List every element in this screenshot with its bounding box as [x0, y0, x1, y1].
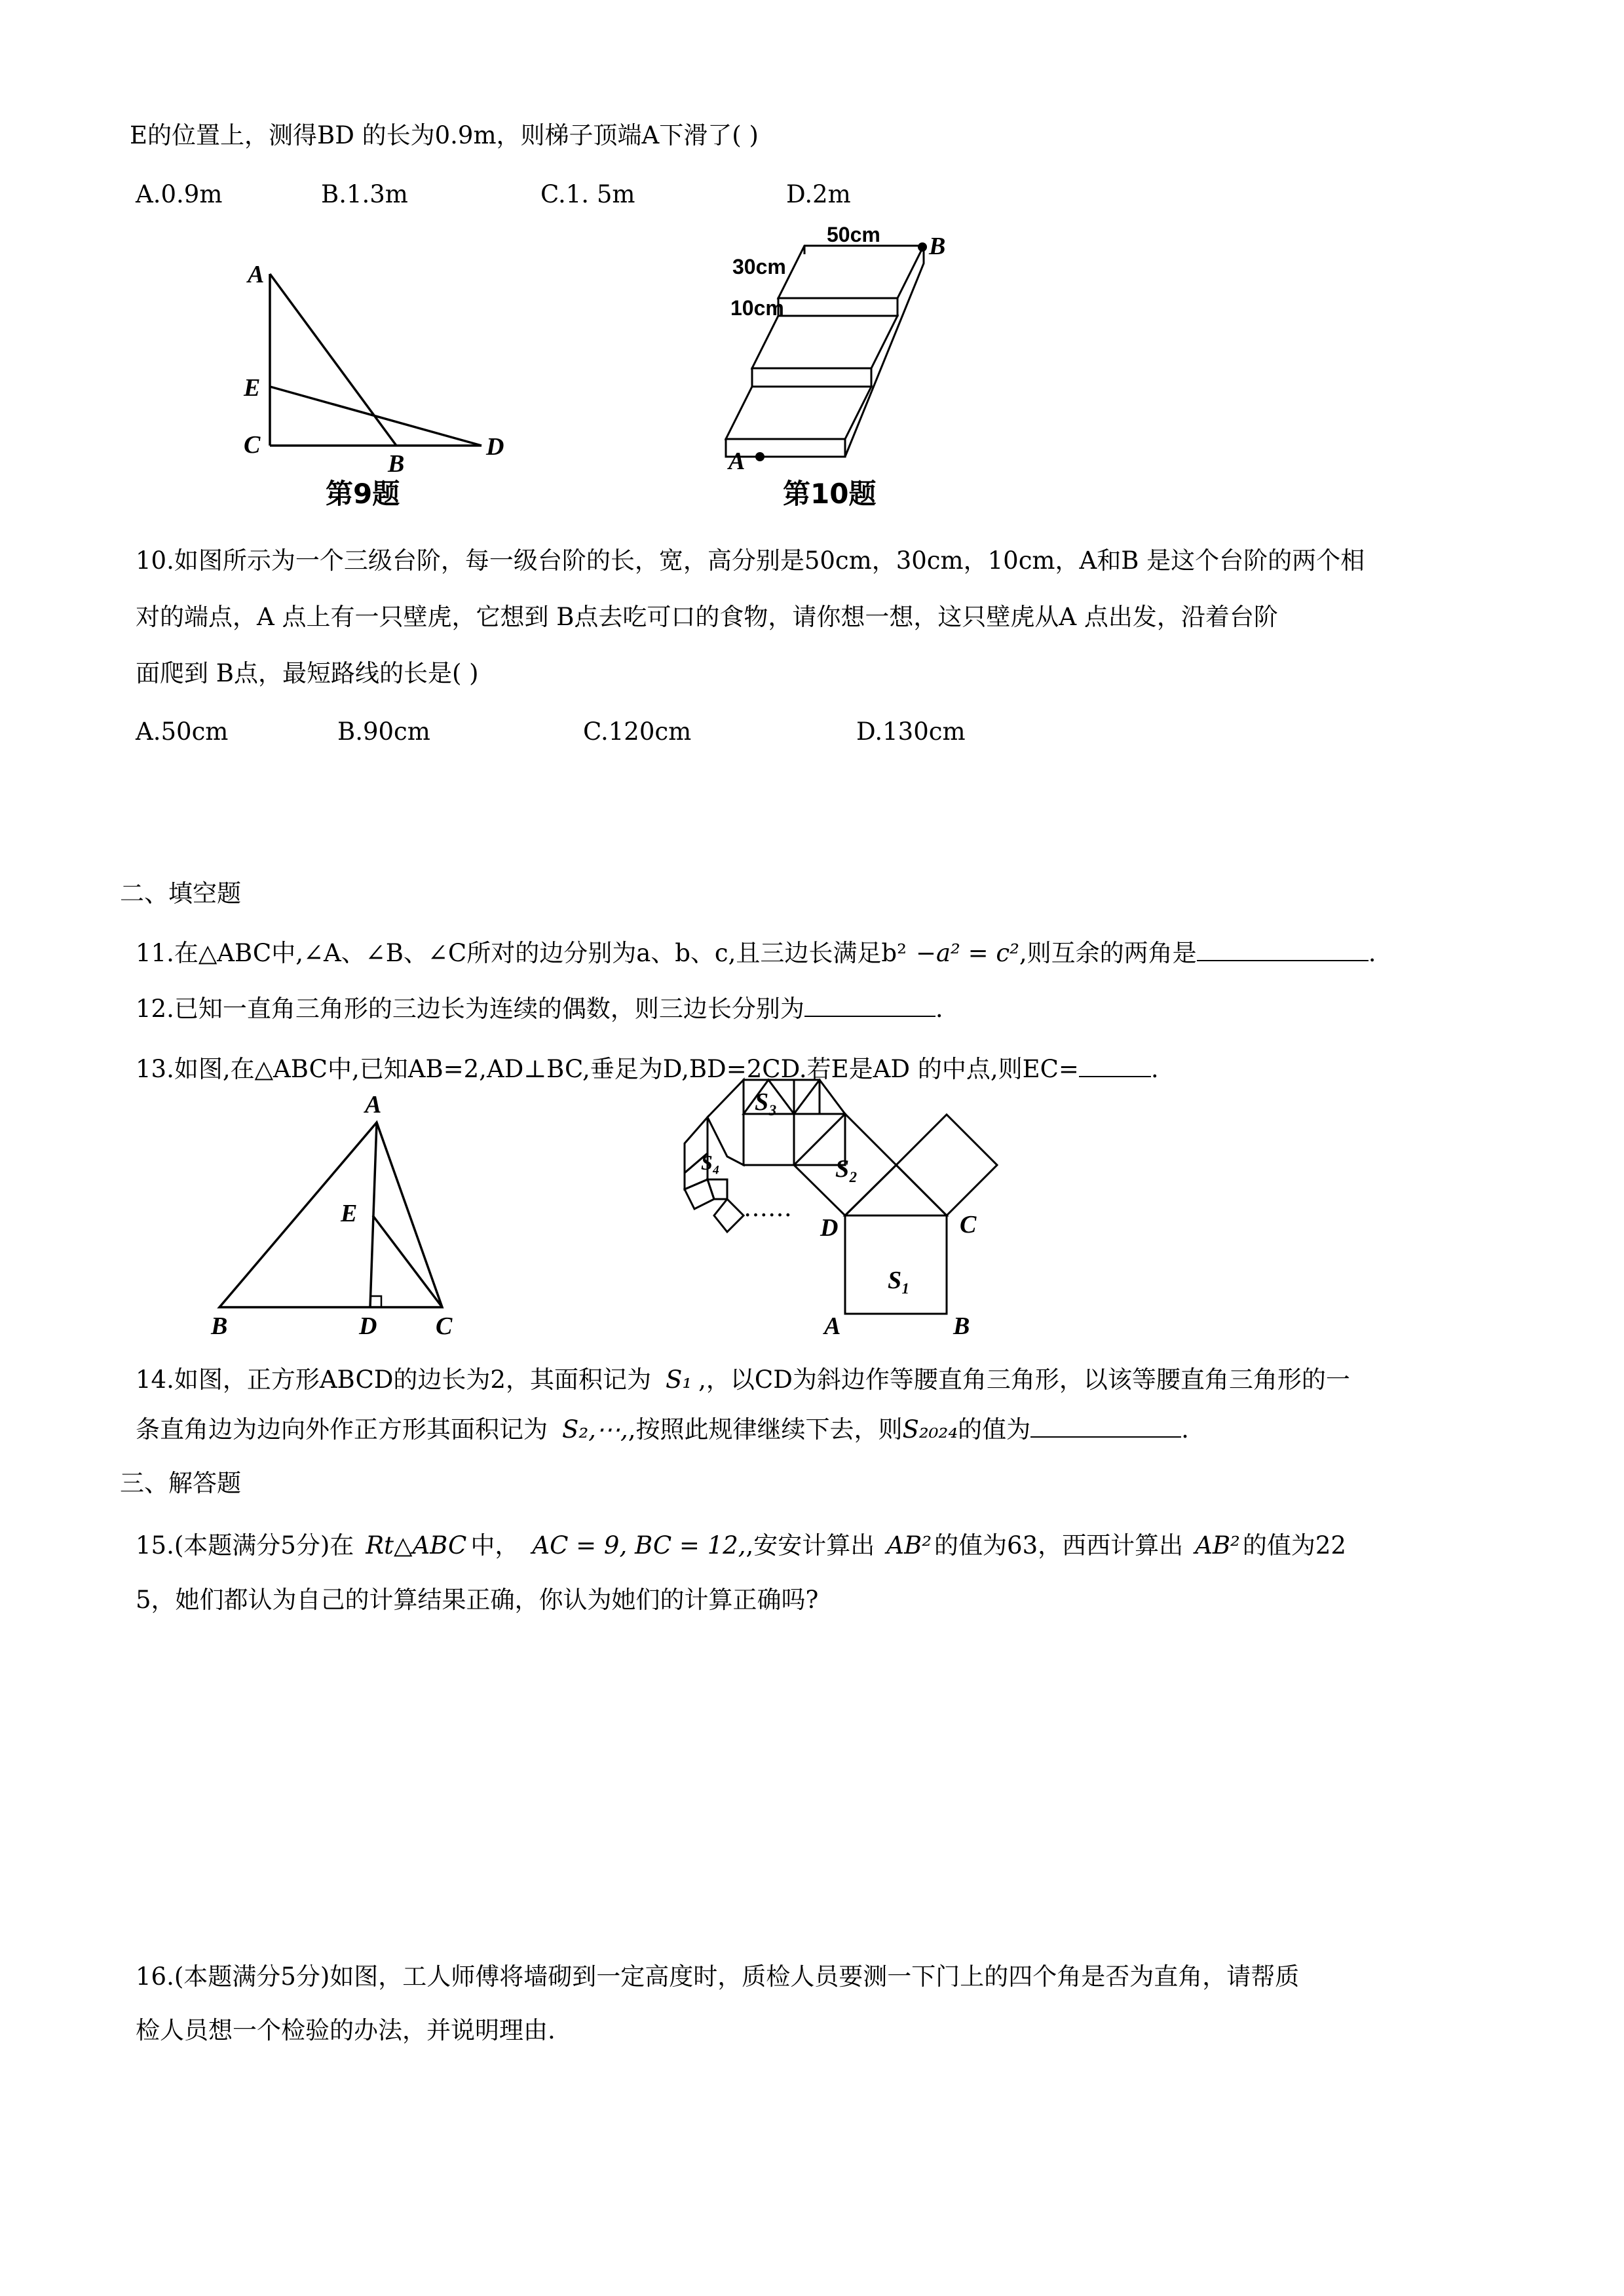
fig10-caption: 第10题 — [783, 478, 877, 510]
q15-ab2-first: AB² — [886, 1531, 932, 1559]
q12-text-main: 12.已知一直角三角形的三边长为连续的偶数，则三边长分别为 — [136, 995, 804, 1023]
q16-line-2: 检人员想一个检验的办法，并说明理由. — [136, 2016, 556, 2044]
q11-end: . — [1368, 939, 1376, 967]
q12-end: . — [935, 995, 943, 1023]
fig9-caption: 第9题 — [326, 478, 400, 510]
fig13-label-a: A — [365, 1091, 382, 1119]
q15-rt-abc: Rt△ABC — [366, 1531, 467, 1559]
section-solve-heading: 三、解答题 — [120, 1469, 241, 1497]
fig10-dim-length: 50cm — [827, 223, 880, 246]
fig10-dim-height: 10cm — [730, 296, 784, 320]
q13-end: . — [1150, 1055, 1159, 1083]
fig9-label-e: E — [244, 374, 261, 402]
fig13-label-d: D — [359, 1312, 377, 1340]
q10-line-3: 面爬到 B点，最短路线的长是( ) — [136, 659, 479, 687]
fig10-dim-width: 30cm — [732, 255, 786, 278]
q14-s2024: S₂₀₂₄ — [902, 1415, 958, 1444]
fig10-label-b: B — [929, 233, 946, 260]
q15-mid: 中， — [470, 1531, 519, 1559]
q13-text-main: 13.如图,在△ABC中,已知AB=2,AD⊥BC,垂足为D,BD=2CD.若E是AD 的中点,则EC= — [136, 1055, 1079, 1083]
q15-b: 的值为63，西西计算出 — [934, 1531, 1184, 1559]
fig13-label-b: B — [211, 1312, 228, 1340]
q15-ab2-second: AB² — [1195, 1531, 1240, 1559]
q10-option-a: A.50cm — [136, 718, 229, 746]
fig14-label-s3: S₃ — [755, 1088, 778, 1116]
q15-a: ,安安计算出 — [746, 1531, 875, 1559]
q14-line-2-c: ,按照此规律继续下去，则 — [628, 1415, 903, 1444]
q14-line-1-c: ,，以CD为斜边作等腰直角三角形，以该等腰直角三角形的一 — [698, 1366, 1350, 1394]
q14-line-2-e: 的值为 — [958, 1415, 1031, 1444]
fig9-label-c: C — [244, 431, 261, 459]
q9-option-d: D.2m — [786, 180, 851, 208]
q14-line-2 — [136, 1414, 1189, 1445]
q10-line-2: 对的端点，A 点上有一只壁虎，它想到 B点去吃可口的食物，请你想一想，这只壁虎从A 点出发，沿着台阶 — [136, 603, 1278, 631]
q9-option-c: C.1. 5m — [540, 180, 635, 208]
q14-s1: S₁ — [665, 1366, 692, 1394]
q15-line-2: 5，她们都认为自己的计算结果正确，你认为她们的计算正确吗? — [136, 1586, 819, 1614]
q15-c: 的值为22 — [1242, 1531, 1346, 1559]
fig9-label-b: B — [388, 450, 405, 478]
q16-line-1: 16.(本题满分5分)如图，工人师傅将墙砌到一定高度时，质检人员要测一下门上的四个角是否为直角，请帮质 — [136, 1962, 1300, 1991]
q9-option-b: B.1.3m — [321, 180, 408, 208]
q9-option-a: A.0.9m — [136, 180, 223, 208]
q10-option-c: C.120cm — [583, 718, 692, 746]
fig9-label-a: A — [248, 261, 265, 288]
q10-option-d: D.130cm — [856, 718, 966, 746]
q14-line-2-a: 条直角边为边向外作正方形其面积记为 — [136, 1415, 548, 1444]
q15-pre: 15.(本题满分5分)在 — [136, 1531, 354, 1559]
fig10-label-a: A — [728, 448, 746, 475]
q11-text-main: 11.在△ABC中,∠A、∠B、∠C所对的边分别为a、b、c,且三边长满足b² — [136, 939, 907, 967]
fig14-continuation-dots: …… — [744, 1194, 792, 1222]
fig14-label-c: C — [960, 1211, 977, 1238]
fig13-label-c: C — [436, 1312, 453, 1340]
q9-text-tail: E的位置上，测得BD 的长为0.9m，则梯子顶端A下滑了( ) — [130, 121, 759, 149]
fig13-label-e: E — [341, 1200, 358, 1227]
q14-line-1 — [136, 1364, 1350, 1396]
q11-text-tail: ,则互余的两角是 — [1019, 939, 1197, 967]
fig9-label-d: D — [486, 433, 504, 461]
q10-option-b: B.90cm — [337, 718, 430, 746]
fig14-label-s1: S₁ — [888, 1267, 911, 1294]
q14-end: . — [1181, 1415, 1189, 1444]
q11-math: −a² = c² — [915, 939, 1019, 967]
q14-s2: S₂,⋯, — [562, 1415, 628, 1444]
q15-line-1 — [136, 1530, 1346, 1561]
fig14-label-a: A — [824, 1312, 841, 1340]
fig14-label-s2: S₂ — [835, 1155, 858, 1183]
q14-line-1-a: 14.如图，正方形ABCD的边长为2，其面积记为 — [136, 1366, 651, 1394]
q14-answer-blank[interactable] — [1030, 1414, 1181, 1438]
fig14-label-b: B — [953, 1312, 970, 1340]
fig14-label-s4: S₄ — [701, 1151, 720, 1174]
q15-condition: AC = 9, BC = 12, — [532, 1531, 746, 1559]
q10-line-1: 10.如图所示为一个三级台阶，每一级台阶的长，宽，高分别是50cm，30cm，10cm，A和B 是这个台阶的两个相 — [136, 546, 1365, 575]
section-fill-in-heading: 二、填空题 — [120, 879, 241, 908]
fig14-label-d: D — [820, 1214, 839, 1242]
